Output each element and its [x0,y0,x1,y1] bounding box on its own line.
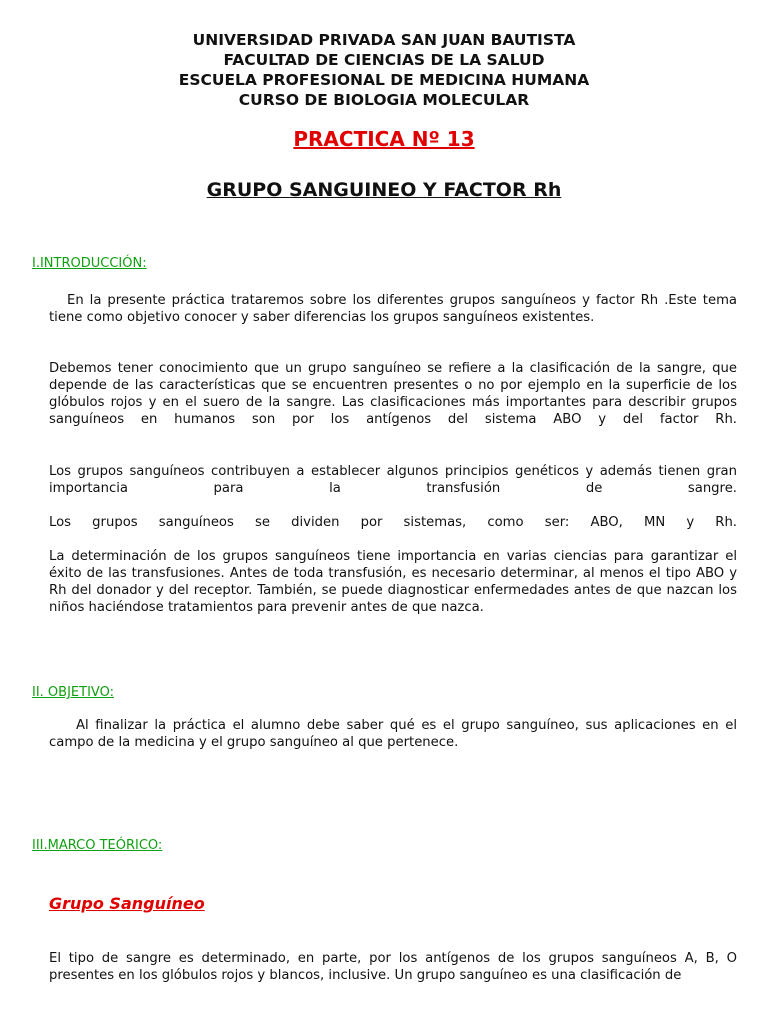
intro-paragraph-4: Los grupos sanguíneos se dividen por sistemas, como ser: ABO, MN y Rh. [49,515,737,530]
blood-group-subheading: Grupo Sanguíneo [49,894,205,913]
faculty-name: FACULTAD DE CIENCIAS DE LA SALUD [223,51,545,69]
document-title: GRUPO SANGUINEO Y FACTOR Rh [206,179,562,201]
objective-heading: II. OBJETIVO: [32,685,114,700]
objective-paragraph [49,717,737,751]
practice-number: PRACTICA Nº 13 [293,127,475,151]
intro-paragraph-1 [49,292,737,326]
intro-paragraph-5: La determinación de los grupos sanguíneos tiene importancia en varias ciencias para garantizar el éxito de las transfusiones. Antes de toda transfusión, es necesario determinar, al menos el tipo ABO y Rh del donador y del receptor. También, se puede diagnosticar enfermedades antes de que nazcan los niños haciéndose tratamientos para prevenir antes de que nazca. [49,549,737,615]
intro-paragraph-1-text: En la presente práctica trataremos sobre los diferentes grupos sanguíneos y factor Rh .Este tema tiene como objetivo conocer y saber diferencias los grupos sanguíneos existentes. [49,293,737,325]
intro-paragraph-2: Debemos tener conocimiento que un grupo sanguíneo se refiere a la clasificación de la sangre, que depende de las características que se encuentren presentes o no por ejemplo en la superficie de los glóbulos rojos y en el suero de la sangre. Las clasificaciones más importantes para describir grupos sanguíneos en humanos son por los antígenos del sistema ABO y del factor Rh. [49,361,737,427]
intro-paragraph-3: Los grupos sanguíneos contribuyen a establecer algunos principios genéticos y además tienen gran importancia para la transfusión de sangre. [49,464,737,496]
university-name: UNIVERSIDAD PRIVADA SAN JUAN BAUTISTA [192,31,576,49]
course-name: CURSO DE BIOLOGIA MOLECULAR [238,91,530,109]
theory-paragraph-1: El tipo de sangre es determinado, en parte, por los antígenos de los grupos sanguíneos A, B, O presentes en los glóbulos rojos y blancos, inclusive. Un grupo sanguíneo es una clasificación de [49,951,737,983]
institution-header [0,30,768,110]
intro-heading: I.INTRODUCCIÓN: [32,256,147,271]
school-name: ESCUELA PROFESIONAL DE MEDICINA HUMANA [178,71,590,89]
objective-paragraph-text: Al finalizar la práctica el alumno debe saber qué es el grupo sanguíneo, sus aplicaciones en el campo de la medicina y el grupo sanguíneo al que pertenece. [49,718,737,750]
theory-heading: III.MARCO TEÓRICO: [32,838,163,853]
